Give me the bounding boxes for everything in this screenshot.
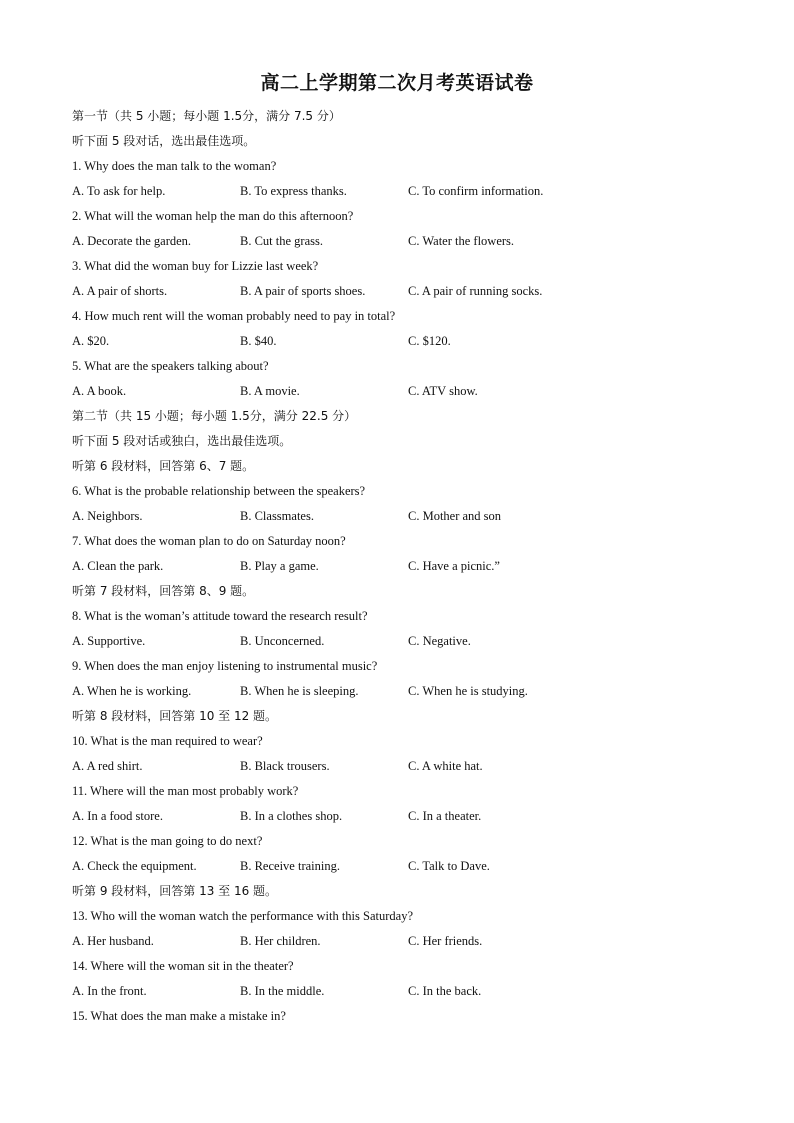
answer-options (72, 279, 762, 304)
option-c: C. Mother and son (408, 509, 502, 523)
option-a: A. A red shirt. (72, 759, 143, 773)
option-a: A. Supportive. (72, 634, 146, 648)
question-text: 9. When does the man enjoy listening to instrumental music? (72, 659, 378, 673)
option-b: B. Receive training. (240, 859, 340, 873)
option-c: C. In the back. (408, 984, 482, 998)
option-b: B. In a clothes shop. (240, 809, 343, 823)
option-c: C. A white hat. (408, 759, 483, 773)
option-a: A. Her husband. (72, 934, 154, 948)
option-a: A. Clean the park. (72, 559, 164, 573)
option-a: A. $20. (72, 334, 110, 348)
option-c: C. A pair of running socks. (408, 284, 543, 298)
answer-options (72, 629, 762, 654)
instruction-text: 听第 9 段材料，回答第 13 至 16 题。 (72, 884, 278, 898)
answer-options (72, 179, 762, 204)
instruction-text: 听第 7 段材料，回答第 8、9 题。 (72, 584, 255, 598)
option-a: A. Decorate the garden. (72, 234, 192, 248)
question-text: 1. Why does the man talk to the woman? (72, 159, 277, 173)
answer-options (72, 979, 762, 1004)
option-b: B. $40. (240, 334, 277, 348)
question-text: 7. What does the woman plan to do on Saturday noon? (72, 534, 346, 548)
option-b: B. Cut the grass. (240, 234, 323, 248)
question-text: 6. What is the probable relationship between the speakers? (72, 484, 366, 498)
option-c: C. Her friends. (408, 934, 483, 948)
answer-options (72, 329, 762, 354)
instruction-text: 听下面 5 段对话或独白，选出最佳选项。 (72, 434, 292, 448)
answer-options (72, 504, 762, 529)
instruction-text: 听第 8 段材料，回答第 10 至 12 题。 (72, 709, 278, 723)
option-c: C. In a theater. (408, 809, 482, 823)
option-b: B. When he is sleeping. (240, 684, 359, 698)
question-text: 8. What is the woman’s attitude toward the research result? (72, 609, 368, 623)
answer-options (72, 554, 762, 579)
page-title: 高二上学期第二次月考英语试卷 (260, 72, 534, 94)
option-c: C. Water the flowers. (408, 234, 515, 248)
question-text: 11. Where will the man most probably work? (72, 784, 299, 798)
option-b: B. Black trousers. (240, 759, 330, 773)
option-c: C. Talk to Dave. (408, 859, 490, 873)
option-b: B. Unconcerned. (240, 634, 325, 648)
option-b: B. In the middle. (240, 984, 325, 998)
answer-options (72, 929, 762, 954)
option-b: B. Play a game. (240, 559, 319, 573)
option-a: A. In a food store. (72, 809, 163, 823)
question-text: 12. What is the man going to do next? (72, 834, 263, 848)
answer-options (72, 679, 762, 704)
option-c: C. To confirm information. (408, 184, 544, 198)
option-c: C. Have a picnic.” (408, 559, 500, 573)
option-a: A. When he is working. (72, 684, 192, 698)
question-text: 3. What did the woman buy for Lizzie last week? (72, 259, 319, 273)
option-a: A. Neighbors. (72, 509, 143, 523)
option-b: B. A pair of sports shoes. (240, 284, 366, 298)
answer-options (72, 379, 762, 404)
option-a: A. A pair of shorts. (72, 284, 168, 298)
option-c: C. Negative. (408, 634, 471, 648)
option-c: C. ATV show. (408, 384, 478, 398)
option-b: B. To express thanks. (240, 184, 347, 198)
question-text: 10. What is the man required to wear? (72, 734, 263, 748)
section-heading: 第一节（共 5 小题；每小题 1.5分，满分 7.5 分） (72, 109, 341, 123)
section-heading: 第二节（共 15 小题；每小题 1.5分，满分 22.5 分） (72, 409, 357, 423)
answer-options (72, 804, 762, 829)
option-c: C. When he is studying. (408, 684, 528, 698)
option-a: A. In the front. (72, 984, 147, 998)
question-text: 4. How much rent will the woman probably need to pay in total? (72, 309, 396, 323)
option-c: C. $120. (408, 334, 451, 348)
question-text: 15. What does the man make a mistake in? (72, 1009, 286, 1023)
question-text: 13. Who will the woman watch the performance with this Saturday? (72, 909, 413, 923)
question-text: 2. What will the woman help the man do this afternoon? (72, 209, 354, 223)
exam-content (72, 104, 762, 1029)
option-a: A. Check the equipment. (72, 859, 197, 873)
option-a: A. To ask for help. (72, 184, 166, 198)
question-text: 5. What are the speakers talking about? (72, 359, 269, 373)
question-text: 14. Where will the woman sit in the theater? (72, 959, 294, 973)
instruction-text: 听下面 5 段对话，选出最佳选项。 (72, 134, 256, 148)
answer-options (72, 854, 762, 879)
instruction-text: 听第 6 段材料，回答第 6、7 题。 (72, 459, 255, 473)
option-b: B. Classmates. (240, 509, 314, 523)
answer-options (72, 754, 762, 779)
option-b: B. Her children. (240, 934, 321, 948)
option-b: B. A movie. (240, 384, 300, 398)
option-a: A. A book. (72, 384, 127, 398)
answer-options (72, 229, 762, 254)
